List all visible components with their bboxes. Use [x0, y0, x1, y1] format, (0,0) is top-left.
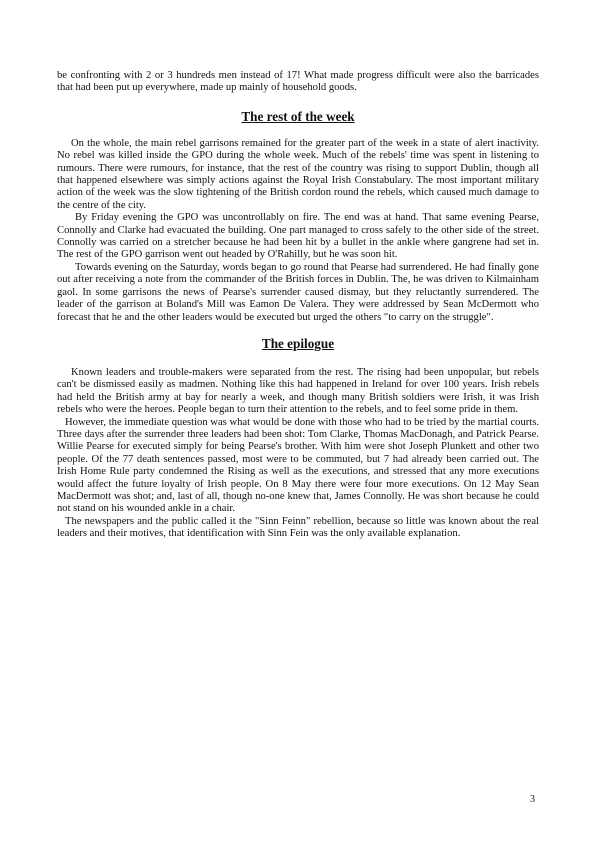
- section-heading-rest-of-week: The rest of the week: [241, 108, 355, 124]
- document-page: [57, 70, 539, 541]
- paragraph: By Friday evening the GPO was uncontrollably on fire. The end was at hand. That same evening Pearse, Connolly and Clarke had evacuated the building. One part managed to cross safely to the other side of the street. Connolly was carried on a stretcher because he had been hit by a bullet in the ankle where gangrene had set in. The rest of the GPO garrison went out headed by O'Rahilly, but he was soon hit.: [57, 212, 539, 261]
- paragraph: On the whole, the main rebel garrisons remained for the greater part of the week in a state of alert inactivity. No rebel was killed inside the GPO during the whole week. Much of the rebels' time was spent in listening to rumours. There were rumours, for instance, that the rest of the country was rising to support Dublin, though all that happened elsewhere was simply actions against the Royal Irish Constabulary. The most important military action of the week was the slow tightening of the British cordon round the rebels, which caused much damage to the centre of the city.: [57, 137, 539, 211]
- page-number: 3: [530, 794, 535, 805]
- paragraph: Known leaders and trouble-makers were separated from the rest. The rising had been unpopular, but rebels can't be dismissed easily as madmen. Nothing like this had happened in Ireland for over 100 years. Irish rebels had held the British army at bay for nearly a week, and though many British soldiers were Irish, it was Irish rebels who were the heroes. People began to turn their attention to the rebels, and to feel some pride in them.: [57, 366, 539, 416]
- intro-paragraph: be confronting with 2 or 3 hundreds men instead of 17! What made progress difficult were also the barricades that had been put up everywhere, made up mainly of household goods.: [57, 70, 539, 94]
- paragraph: Towards evening on the Saturday, words began to go round that Pearse had surrendered. He had finally gone out after receiving a note from the commander of the British forces in Dublin. The, he was driven to Kilmainham gaol. In some garrisons the news of Pearse's surrender caused dismay, but they reluctantly surrendered. The leader of the garrison at Boland's Mill was Eamon De Valera. They were addressed by Sean McDermott who forecast that he and the other leaders would be executed but urged the others "to carry on the struggle".: [57, 261, 539, 323]
- paragraph: However, the immediate question was what would be done with those who had to be tried by the martial courts. Three days after the surrender three leaders had been shot: Tom Clarke, Thomas MacDonagh, and Patrick Pearse. Willie Pearse for executed simply for being Pearse's brother. With him were shot Joseph Plunkett and other two people. Of the 77 death sentences passed, most were to be commuted, but 7 had already been carried out. The Irish Home Rule party condemned the Rising as well as the executions, and stressed that any more executions would affect the future loyalty of Irish people. On 8 May there were four more executions. On 12 May Sean MacDermott was shot; and, last of all, though no-one knew that, James Connolly. He was short because he could not stand on his wounded ankle in a chair.: [57, 416, 539, 515]
- section-heading-epilogue: The epilogue: [261, 335, 335, 351]
- paragraph: The newspapers and the public called it the "Sinn Feinn" rebellion, because so little was known about the real leaders and their motives, that identification with Sinn Fein was the only available explanation.: [57, 515, 539, 540]
